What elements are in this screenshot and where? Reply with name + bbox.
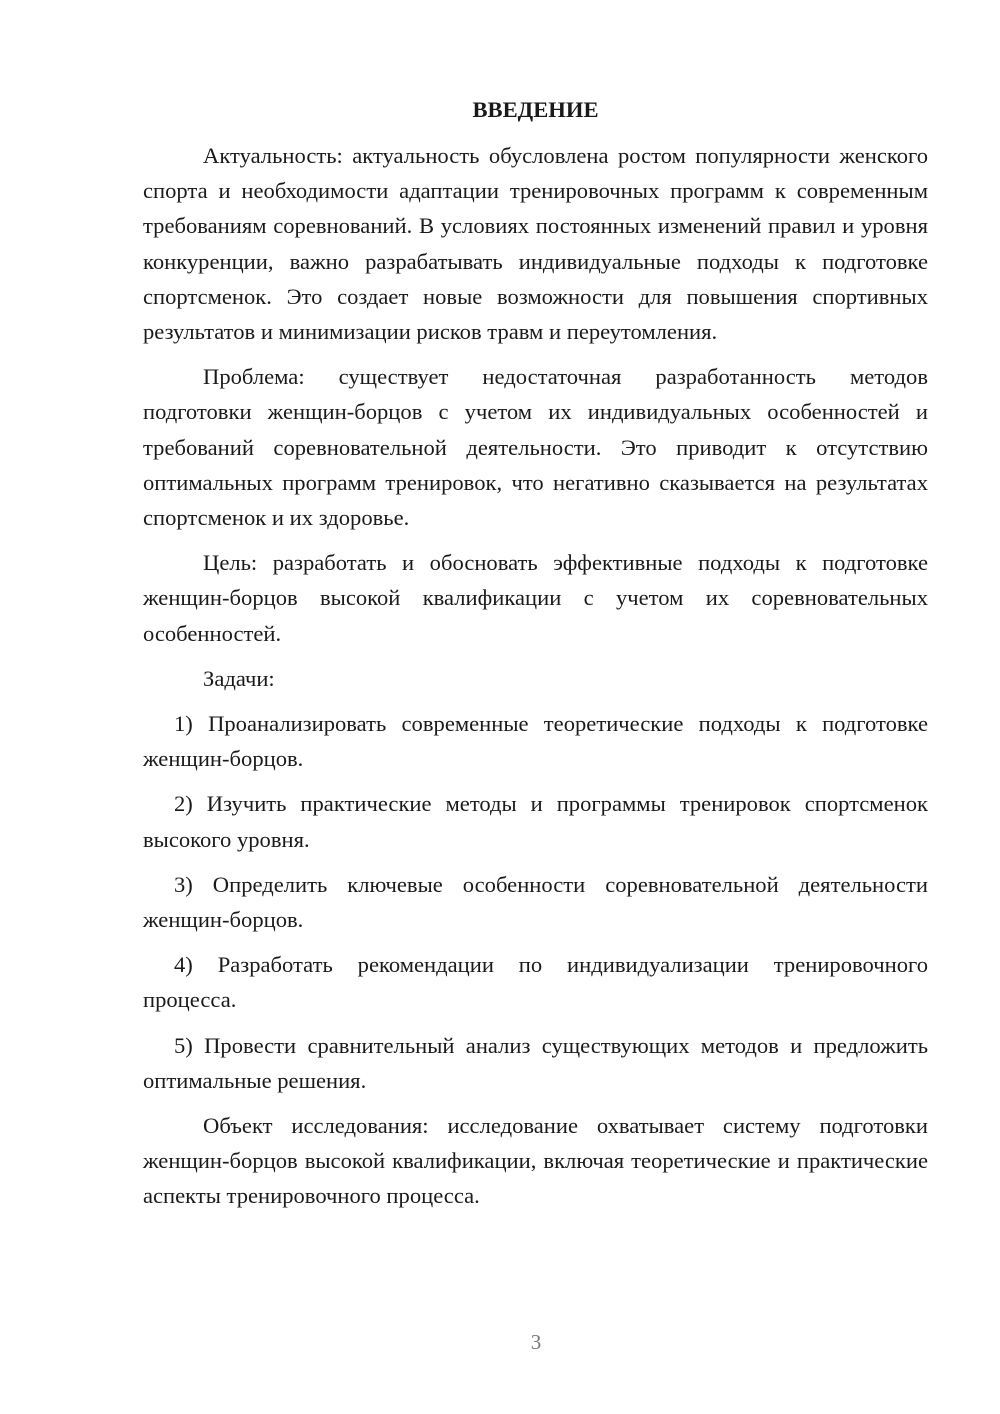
task-item-4: 4) Разработать рекомендации по индивидуализации тренировочного процесса. bbox=[143, 952, 928, 1013]
problem-paragraph: Проблема: существует недостаточная разработанность методов подготовки женщин-борцов с учетом их индивидуальных особенностей и требований соревновательной деятельности. Это приводит к отсутствию оптимальных программ тренировок, что негативно сказывается на результатах спортсменок и их здоровье. bbox=[143, 364, 928, 531]
section-title: ВВЕДЕНИЕ bbox=[472, 97, 599, 122]
relevance-paragraph: Актуальность: актуальность обусловлена ростом популярности женского спорта и необходимости адаптации тренировочных программ к современным требованиям соревнований. В условиях постоянных изменений правил и уровня конкуренции, важно разрабатывать индивидуальные подходы к подготовке спортсменок. Это создает новые возможности для повышения спортивных результатов и минимизации рисков травм и переутомления. bbox=[143, 143, 928, 345]
goal-paragraph: Цель: разработать и обосновать эффективные подходы к подготовке женщин-борцов высокой квалификации с учетом их соревновательных особенностей. bbox=[143, 550, 928, 646]
task-item-1: 1) Проанализировать современные теоретические подходы к подготовке женщин-борцов. bbox=[143, 711, 928, 772]
tasks-heading: Задачи: bbox=[203, 665, 275, 691]
task-item-3: 3) Определить ключевые особенности соревновательной деятельности женщин-борцов. bbox=[143, 871, 928, 933]
page-number: 3 bbox=[530, 1330, 542, 1354]
task-item-5: 5) Провести сравнительный анализ существующих методов и предложить оптимальные решения. bbox=[143, 1032, 928, 1093]
document-page bbox=[143, 92, 928, 1214]
object-paragraph: Объект исследования: исследование охватывает систему подготовки женщин-борцов высокой квалификации, включая теоретические и практические аспекты тренировочного процесса. bbox=[143, 1113, 928, 1209]
task-item-2: 2) Изучить практические методы и программы тренировок спортсменок высокого уровня. bbox=[143, 791, 928, 852]
